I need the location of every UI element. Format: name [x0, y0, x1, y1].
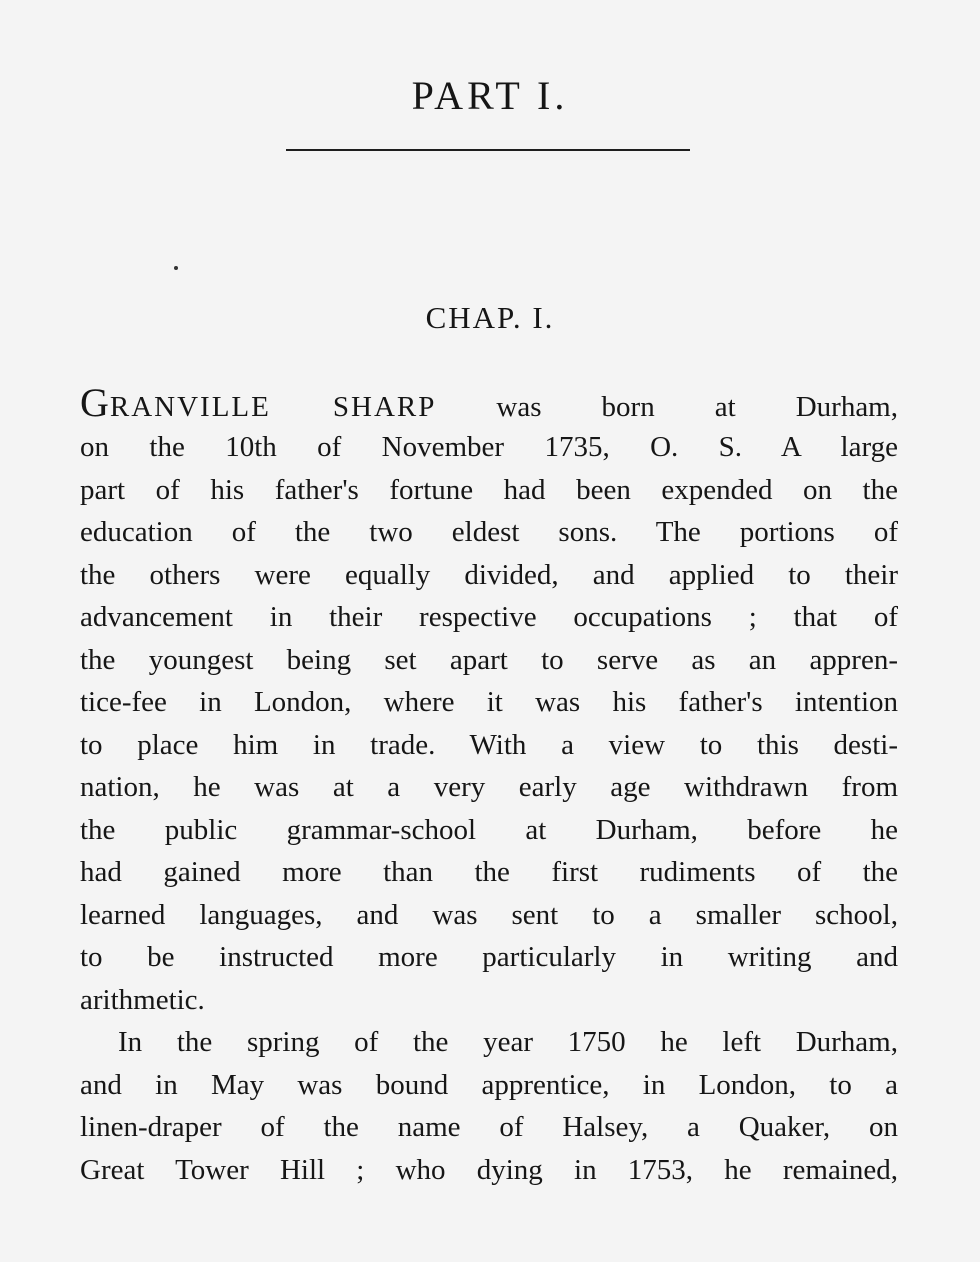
text-line: to place him in trade. With a view to this desti-	[80, 728, 898, 761]
text-line: education of the two eldest sons. The portions of	[80, 516, 898, 548]
drop-cap: G	[80, 380, 110, 425]
print-speck	[174, 266, 178, 270]
text-line: the public grammar-school at Durham, before he	[80, 813, 898, 846]
text-line-fragment: was born at Durham,	[436, 391, 898, 423]
text-line: on the 10th of November 1735, O. S. A large	[80, 431, 898, 463]
text-line: linen-draper of the name of Halsey, a Quaker, on	[80, 1111, 898, 1143]
text-line: to be instructed more particularly in writing and	[80, 941, 898, 973]
chapter-title: CHAP. I.	[425, 300, 555, 335]
title-rule	[286, 149, 690, 151]
text-line: and in May was bound apprentice, in London, to a	[80, 1068, 898, 1101]
text-line: part of his father's fortune had been expended on the	[80, 473, 898, 506]
text-line: the youngest being set apart to serve as an appren-	[80, 643, 898, 676]
text-line: In the spring of the year 1750 he left Durham,	[118, 1026, 898, 1058]
text-line: Great Tower Hill ; who dying in 1753, he remained,	[80, 1153, 898, 1186]
text-line: learned languages, and was sent to a smaller school,	[80, 898, 898, 931]
lead-name: RANVILLE SHARP	[109, 391, 437, 423]
text-line	[80, 380, 898, 426]
text-line: had gained more than the first rudiments of the	[80, 856, 898, 888]
part-title: PART I.	[411, 73, 569, 118]
text-line: tice-fee in London, where it was his father's intention	[80, 686, 898, 718]
body-text	[80, 380, 898, 1191]
text-line: nation, he was at a very early age withdrawn from	[80, 771, 898, 803]
text-line: arithmetic.	[80, 983, 205, 1016]
text-line: the others were equally divided, and applied to their	[80, 558, 898, 591]
text-line: advancement in their respective occupations ; that of	[80, 601, 898, 633]
